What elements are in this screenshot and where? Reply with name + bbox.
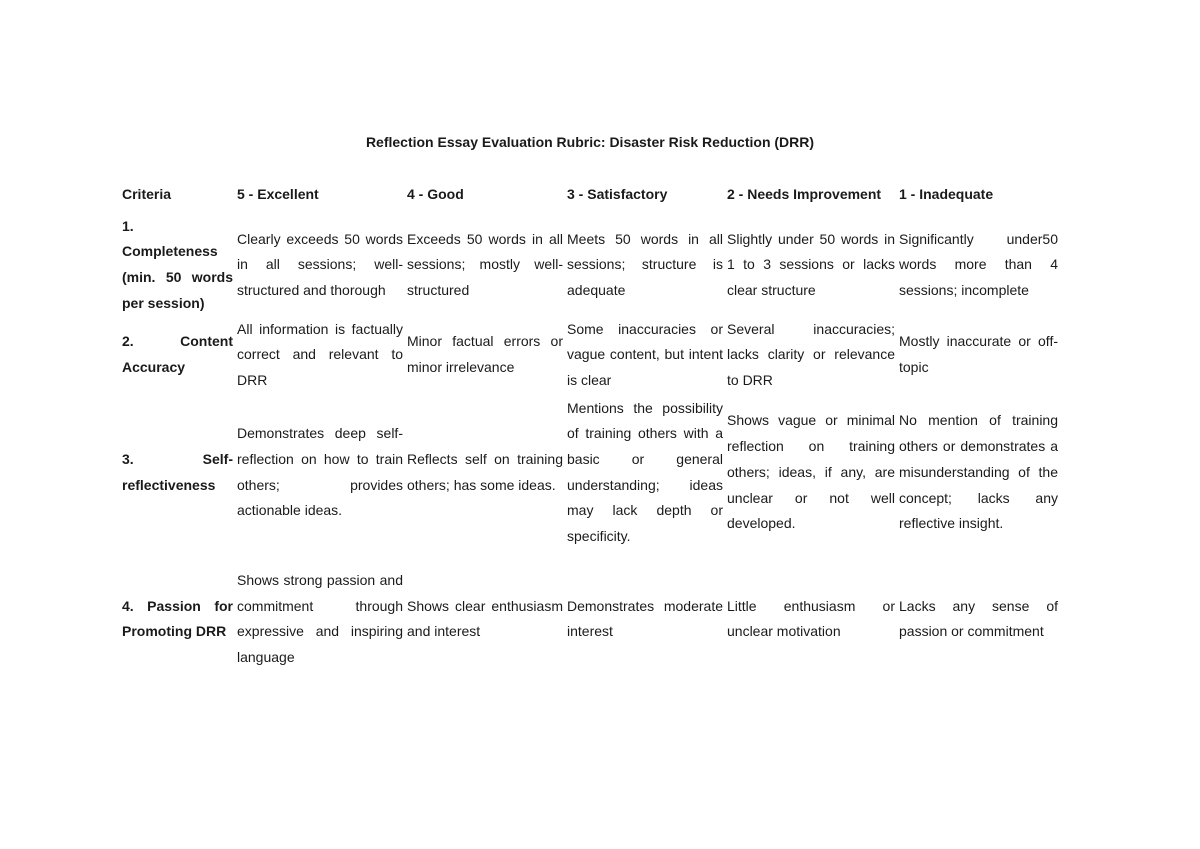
rubric-table [120,182,1060,671]
table-cell: Demonstrates deep self-reflection on how to train others; provides actionable ideas. [237,425,403,519]
table-cell: Mentions the possibility of training others with a basic or general understanding; ideas may lack depth or specificity. [567,399,723,545]
table-row-completeness [120,208,1060,317]
criterion-cell: 4. Passion for Promoting DRR [122,597,233,640]
table-cell: Significantly under50 words more than 4 sessions; incomplete [899,230,1058,298]
column-header-excellent: 5 - Excellent [237,186,319,202]
column-header-satisfactory: 3 - Satisfactory [567,186,668,202]
table-cell: Some inaccuracies or vague content, but intent is clear [567,320,723,388]
column-header-inadequate: 1 - Inadequate [899,186,994,202]
table-row-passion [120,550,1060,671]
table-cell: Clearly exceeds 50 words in all sessions; well-structured and thorough [237,230,403,298]
table-cell: Minor factual errors or minor irrelevance [407,333,563,376]
table-cell: Meets 50 words in all sessions; structure is adequate [567,230,723,298]
table-row-content-accuracy [120,317,1060,394]
table-row-self-reflectiveness [120,394,1060,550]
criterion-cell: 1. Completeness (min. 50 words per session) [122,217,233,311]
criterion-cell: 2. Content Accuracy [122,333,233,376]
table-cell: Lacks any sense of passion or commitment [899,597,1058,640]
table-cell: Demonstrates moderate interest [567,597,723,640]
page-title: Reflection Essay Evaluation Rubric: Disaster Risk Reduction (DRR) [365,134,815,150]
table-header-row [120,182,1060,208]
table-cell: Little enthusiasm or unclear motivation [727,597,895,640]
table-cell: Shows vague or minimal reflection on training others; ideas, if any, are unclear or not well developed. [727,412,895,532]
table-cell: Shows strong passion and commitment through expressive and inspiring language [237,571,403,665]
table-cell: Exceeds 50 words in all sessions; mostly well-structured [407,230,563,298]
table-cell: Mostly inaccurate or off-topic [899,333,1058,376]
table-cell: Shows clear enthusiasm and interest [407,597,563,640]
column-header-good: 4 - Good [407,186,464,202]
column-header-needs-improvement: 2 - Needs Improvement [727,186,882,202]
column-header-criteria: Criteria [122,186,172,202]
table-cell: All information is factually correct and relevant to DRR [237,320,403,388]
table-cell: Reflects self on training others; has some ideas. [407,451,563,493]
table-cell: No mention of training others or demonstrates a misunderstanding of the concept; lacks any reflective insight. [899,412,1058,532]
table-cell: Several inaccuracies; lacks clarity or relevance to DRR [727,320,895,388]
criterion-cell: 3. Self-reflectiveness [122,451,233,493]
table-cell: Slightly under 50 words in 1 to 3 sessions or lacks clear structure [727,230,895,298]
